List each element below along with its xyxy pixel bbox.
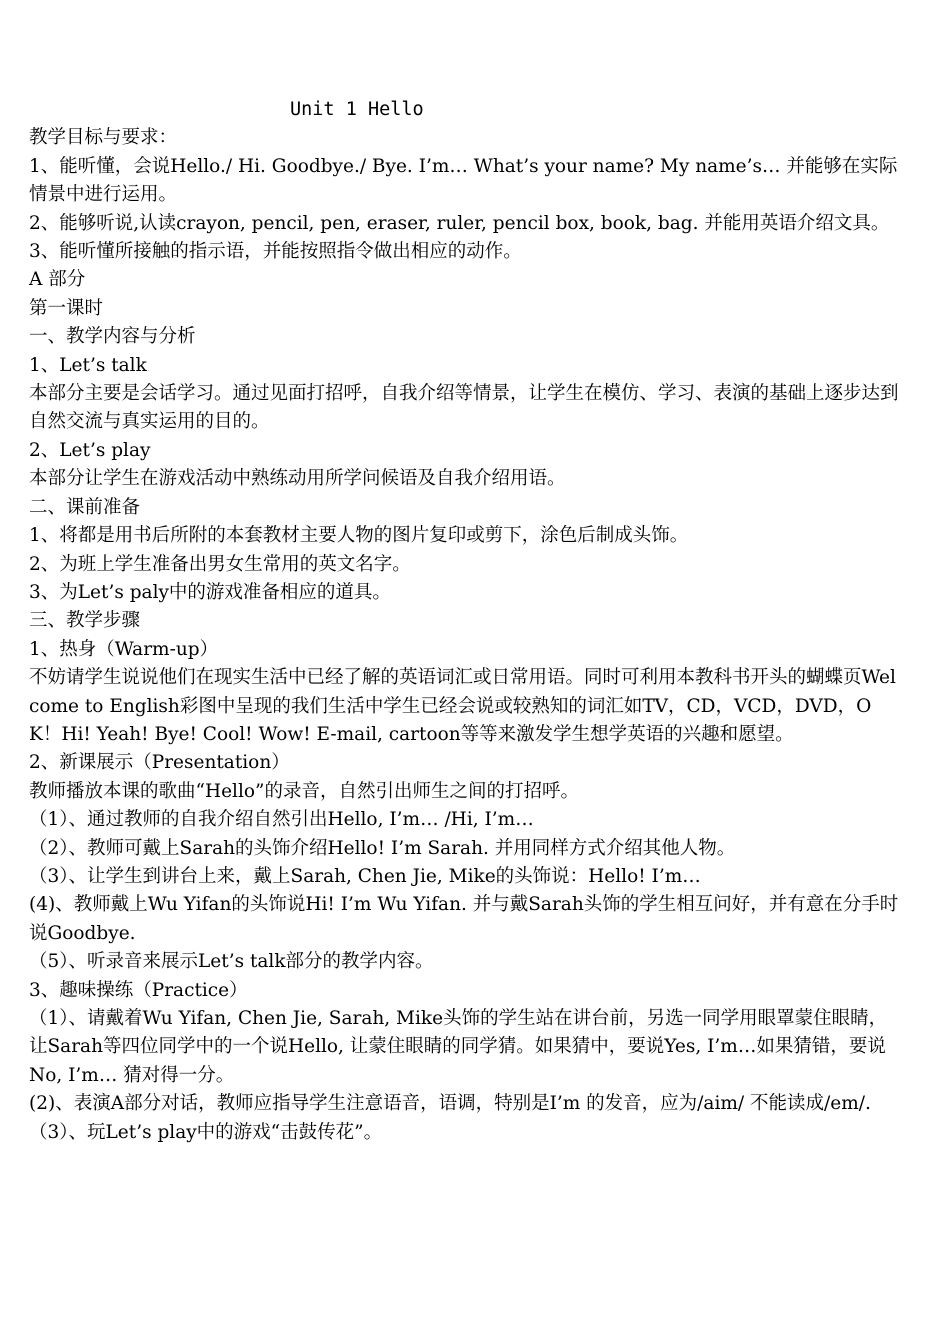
lets-play-heading: 2、Let’s play [29,439,151,461]
preparation-3: 3、为Let’s paly中的游戏准备相应的道具。 [29,581,391,603]
unit-title: Unit 1 Hello [290,99,424,120]
presentation-step-5: （5）、听录音来展示Let’s talk部分的教学内容。 [29,951,434,973]
presentation-intro: 教师播放本课的歌曲“Hello”的录音，自然引出师生之间的打招呼。 [29,780,579,802]
document-body [29,96,899,1147]
content-analysis-heading: 一、教学内容与分析 [29,326,196,348]
lesson-1-heading: 第一课时 [29,297,104,319]
presentation-step-3: （3）、让学生到讲台上来，戴上Sarah, Chen Jie, Mike的头饰说：Hello! I’m… [29,865,701,887]
preparation-heading: 二、课前准备 [29,496,141,518]
objectives-heading: 教学目标与要求： [29,127,178,149]
presentation-step-4: (4)、教师戴上Wu Yifan的头饰说Hi! I’m Wu Yifan. 并与戴Sarah头饰的学生相互问好，并有意在分手时说Goodbye. [29,894,899,944]
objective-2: 2、能够听说,认读crayon, pencil, pen, eraser, ruler, pencil box, book, bag. 并能用英语介绍文具。 [29,212,890,234]
practice-step-2: (2)、表演A部分对话，教师应指导学生注意语音，语调，特别是I’m 的发音，应为/aim/ 不能读成/em/. [29,1093,871,1115]
preparation-1: 1、将都是用书后所附的本套教材主要人物的图片复印或剪下，涂色后制成头饰。 [29,525,689,547]
warm-up-description: 不妨请学生说说他们在现实生活中已经了解的英语词汇或日常用语。同时可利用本教科书开头的蝴蝶页Welcome to English彩图中呈现的我们生活中学生已经会说或较熟知的词汇如TV，CD，VCD，DVD，OK！Hi! Yeah! Bye! Cool! Wow! E-mail, cartoon等等来激发学生想学英语的兴趣和愿望。 [29,667,896,745]
practice-step-3: （3）、玩Let’s play中的游戏“击鼓传花”。 [29,1121,383,1143]
section-a-heading: A 部分 [29,269,86,291]
presentation-heading: 2、新课展示（Presentation） [29,752,290,774]
presentation-step-1: （1）、通过教师的自我介绍自然引出Hello, I’m… /Hi, I’m… [29,809,534,831]
preparation-2: 2、为班上学生准备出男女生常用的英文名字。 [29,553,411,575]
objective-1: 1、能听懂，会说Hello./ Hi. Goodbye./ Bye. I’m… What’s your name? My name’s… 并能够在实际情景中进行运用。 [29,155,898,206]
lets-talk-heading: 1、Let’s talk [29,354,147,376]
objective-3: 3、能听懂所接触的指示语，并能按照指令做出相应的动作。 [29,241,522,263]
lets-talk-description: 本部分主要是会话学习。通过见面打招呼，自我介绍等情景，让学生在模仿、学习、表演的基础上逐步达到自然交流与真实运用的目的。 [29,383,899,433]
presentation-step-2: （2）、教师可戴上Sarah的头饰介绍Hello! I’m Sarah. 并用同样方式介绍其他人物。 [29,837,736,859]
teaching-steps-heading: 三、教学步骤 [29,610,141,632]
lets-play-description: 本部分让学生在游戏活动中熟练动用所学问候语及自我介绍用语。 [29,468,566,490]
practice-step-1: （1）、请戴着Wu Yifan, Chen Jie, Sarah, Mike头饰的学生站在讲台前，另选一同学用眼罩蒙住眼睛，让Sarah等四位同学中的一个说Hello, 让蒙住眼睛的同学猜。如果猜中，要说Yes, I’m…如果猜错，要说No, I’m… 猜对得一分。 [29,1008,888,1086]
practice-heading: 3、趣味操练（Practice） [29,979,248,1001]
warm-up-heading: 1、热身（Warm-up） [29,638,219,660]
